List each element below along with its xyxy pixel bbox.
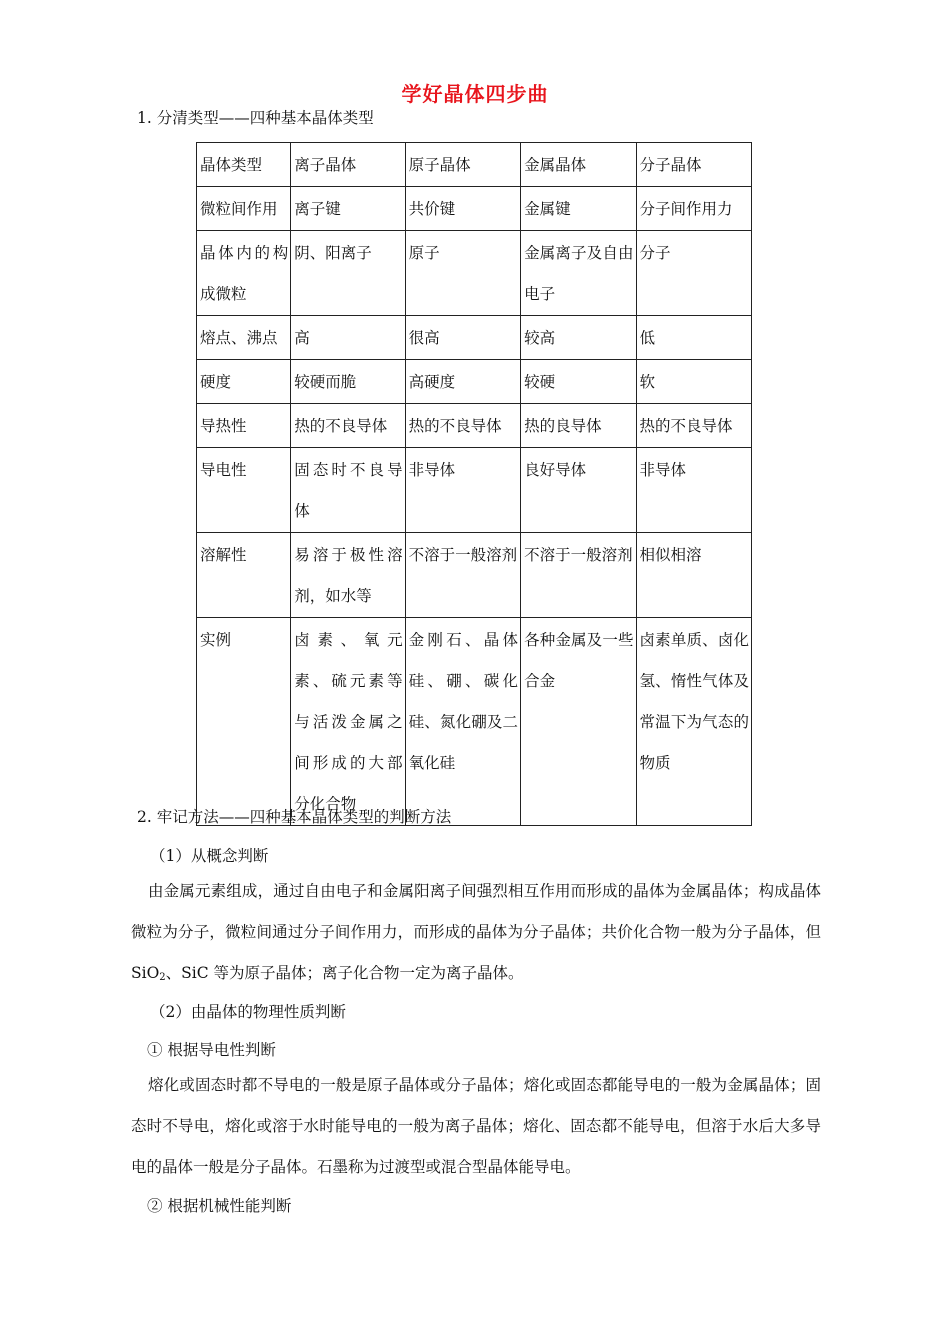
table-cell: 金属离子及自由电子 <box>521 231 636 316</box>
paragraph-conductivity <box>131 1065 821 1188</box>
subsection-heading-2: （2）由晶体的物理性质判断 <box>150 1003 346 1021</box>
table-cell: 卤素、氧元素、硫元素等与活泼金属之间形成的大部分化合物 <box>291 618 405 826</box>
table-cell: 较硬 <box>521 360 636 404</box>
table-cell: 热的不良导体 <box>636 404 752 448</box>
paragraph-text: 、SiC 等为原子晶体；离子化合物一定为离子晶体。 <box>165 964 524 982</box>
table-cell: 离子晶体 <box>291 143 405 187</box>
subsection-heading-2b: ② 根据机械性能判断 <box>147 1197 292 1215</box>
row-header-cell: 导电性 <box>197 448 291 533</box>
table-cell: 热的不良导体 <box>405 404 520 448</box>
table-cell: 高 <box>291 316 405 360</box>
table-cell: 热的良导体 <box>521 404 636 448</box>
table-cell: 相似相溶 <box>636 533 752 618</box>
row-header-cell: 实例 <box>197 618 291 826</box>
row-header-cell: 晶体类型 <box>197 143 291 187</box>
table-row <box>197 618 752 826</box>
table-cell: 非导体 <box>405 448 520 533</box>
table-cell: 很高 <box>405 316 520 360</box>
table-cell: 卤素单质、卤化氢、惰性气体及常温下为气态的物质 <box>636 618 752 826</box>
subsection-heading-1: （1）从概念判断 <box>150 847 269 865</box>
row-header-cell: 溶解性 <box>197 533 291 618</box>
table-row <box>197 360 752 404</box>
table-row <box>197 231 752 316</box>
paragraph-text: 由金属元素组成，通过自由电子和金属阳离子间强烈相互作用而形成的晶体为金属晶体；构成晶体微粒为分子，微粒间通过分子间作用力，而形成的晶体为分子晶体；共价化合物一般为分子晶体，但 SiO <box>131 882 821 982</box>
section-heading-2: 2. 牢记方法——四种基本晶体类型的判断方法 <box>137 808 452 826</box>
table-row <box>197 448 752 533</box>
table-cell: 较高 <box>521 316 636 360</box>
table-cell: 软 <box>636 360 752 404</box>
table-cell: 原子晶体 <box>405 143 520 187</box>
row-header-cell: 微粒间作用 <box>197 187 291 231</box>
table-cell: 较硬而脆 <box>291 360 405 404</box>
table-cell: 离子键 <box>291 187 405 231</box>
table-cell: 热的不良导体 <box>291 404 405 448</box>
table-cell: 非导体 <box>636 448 752 533</box>
row-header-cell: 晶体内的构成微粒 <box>197 231 291 316</box>
table-cell: 分子间作用力 <box>636 187 752 231</box>
table-cell: 高硬度 <box>405 360 520 404</box>
table-cell: 易溶于极性溶剂，如水等 <box>291 533 405 618</box>
table-cell: 低 <box>636 316 752 360</box>
row-header-cell: 硬度 <box>197 360 291 404</box>
subscript: 2 <box>159 972 166 983</box>
table-row <box>197 316 752 360</box>
table-cell: 不溶于一般溶剂 <box>521 533 636 618</box>
table-cell: 原子 <box>405 231 520 316</box>
row-header-cell: 熔点、沸点 <box>197 316 291 360</box>
section-heading-1: 1. 分清类型——四种基本晶体类型 <box>137 109 374 127</box>
table-cell: 不溶于一般溶剂 <box>405 533 520 618</box>
table-cell: 金刚石、晶体硅、硼、碳化硅、氮化硼及二氧化硅 <box>405 618 520 826</box>
table-cell: 各种金属及一些合金 <box>521 618 636 826</box>
table-row <box>197 143 752 187</box>
page-title: 学好晶体四步曲 <box>401 82 549 106</box>
table-cell: 金属晶体 <box>521 143 636 187</box>
paragraph-concept <box>131 871 821 994</box>
row-header-cell: 导热性 <box>197 404 291 448</box>
table-cell: 金属键 <box>521 187 636 231</box>
table-cell: 良好导体 <box>521 448 636 533</box>
subsection-heading-2a: ① 根据导电性判断 <box>147 1041 276 1059</box>
table-cell: 分子 <box>636 231 752 316</box>
table-row <box>197 533 752 618</box>
table-cell: 阴、阳离子 <box>291 231 405 316</box>
table-cell: 共价键 <box>405 187 520 231</box>
paragraph-text: 熔化或固态时都不导电的一般是原子晶体或分子晶体；熔化或固态都能导电的一般为金属晶体；固态时不导电，熔化或溶于水时能导电的一般为离子晶体；熔化、固态都不能导电，但溶于水后大多导电的晶体一般是分子晶体。石墨称为过渡型或混合型晶体能导电。 <box>131 1076 821 1176</box>
table-cell: 固态时不良导体 <box>291 448 405 533</box>
table-row <box>197 404 752 448</box>
table-cell: 分子晶体 <box>636 143 752 187</box>
table-row <box>197 187 752 231</box>
crystal-types-table <box>196 142 752 826</box>
